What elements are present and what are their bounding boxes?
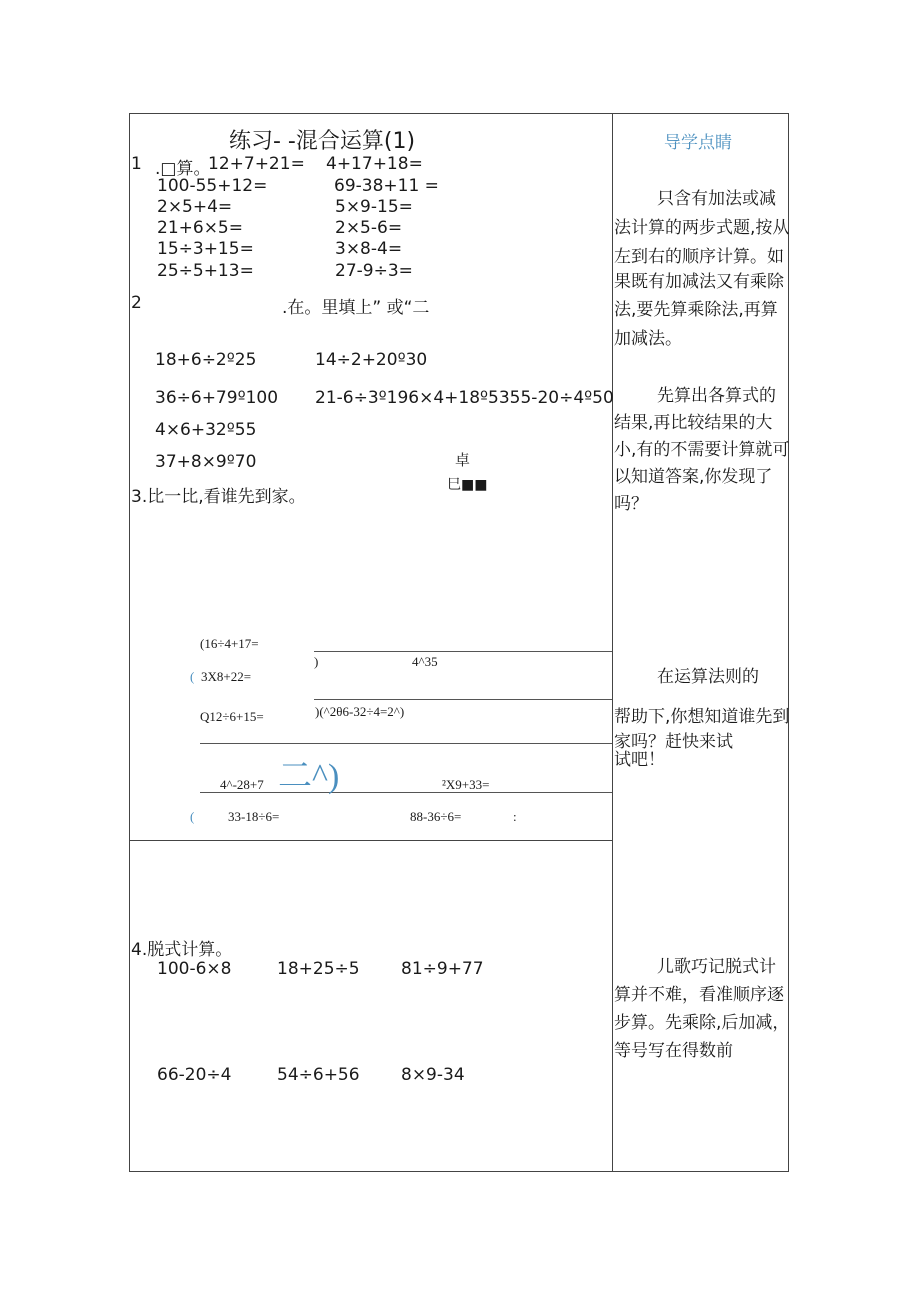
q4-expression: 81÷9+77 bbox=[401, 959, 484, 979]
q1-expression: 15÷3+15= bbox=[157, 239, 254, 259]
sidebar-heading: 导学点睛 bbox=[664, 133, 732, 153]
q2-comparison: 21-6÷3º196×4+18º5355-20÷4º50 bbox=[315, 388, 614, 408]
route-line bbox=[314, 699, 612, 700]
q2-instruction: .在。里填上” 或“二 bbox=[282, 298, 430, 318]
stray-glyph: 卓 bbox=[455, 451, 471, 469]
q2-comparison: 14÷2+20º30 bbox=[315, 350, 428, 370]
sidebar-p4-line: 算并不难，看准顺序逐 bbox=[614, 985, 784, 1005]
q2-comparison: 37+8×9º70 bbox=[155, 452, 257, 472]
q3-mark: ( bbox=[190, 809, 195, 824]
q1-expression: 2×5+4= bbox=[157, 197, 233, 217]
sidebar-p4-line: 等号写在得数前 bbox=[614, 1041, 733, 1061]
sidebar-p1-line: 果既有加减法又有乘除 bbox=[614, 272, 784, 292]
q4-expression: 54÷6+56 bbox=[277, 1065, 360, 1085]
q4-expression: 66-20÷4 bbox=[157, 1065, 232, 1085]
q1-expression: 4+17+18= bbox=[326, 154, 423, 174]
sidebar-p1-line: 左到右的顺序计算。如 bbox=[614, 247, 784, 267]
q3-expression: (16÷4+17= bbox=[200, 636, 259, 651]
sidebar-p4-line: 儿歌巧记脱式计 bbox=[657, 957, 776, 977]
q1-expression: 69-38+11 = bbox=[334, 176, 439, 196]
sidebar-p4-line: 步算。先乘除,后加减， bbox=[614, 1013, 790, 1033]
column-divider bbox=[612, 113, 613, 1172]
sidebar-p2-line: 小,有的不需要计算就可 bbox=[614, 440, 790, 460]
q3-mark: ) bbox=[314, 654, 319, 669]
q3-expression: 4^-28+7 bbox=[220, 777, 264, 792]
sidebar-p1-line: 只含有加法或减 bbox=[657, 189, 776, 209]
q1-expression: 25÷5+13= bbox=[157, 261, 254, 281]
q3-expression: ²X9+33= bbox=[442, 777, 490, 792]
q3-title: 3.比一比,看谁先到家。 bbox=[131, 487, 306, 507]
q4-expression: 100-6×8 bbox=[157, 959, 232, 979]
q1-expression: 21+6×5= bbox=[157, 218, 243, 238]
q1-number: 1 bbox=[131, 154, 142, 174]
q3-decoration: 二^) bbox=[278, 758, 340, 795]
route-line bbox=[314, 651, 612, 652]
q4-expression: 18+25÷5 bbox=[277, 959, 360, 979]
route-line bbox=[200, 743, 612, 744]
q1-expression: 100-55+12= bbox=[157, 176, 268, 196]
sidebar-p2-line: 吗？ bbox=[614, 494, 648, 514]
q3-expression: 4^35 bbox=[412, 654, 438, 669]
q4-title: 4.脱式计算。 bbox=[131, 940, 233, 960]
q3-expression: Q12÷6+15= bbox=[200, 709, 264, 724]
section-divider bbox=[129, 840, 613, 841]
q3-mark: : bbox=[513, 809, 517, 824]
sidebar-p1-line: 法计算的两步式题,按从 bbox=[614, 218, 790, 238]
q1-expression: 3×8-4= bbox=[335, 239, 403, 259]
sidebar-p3-line: 家吗？赶快来试 bbox=[614, 732, 733, 752]
q3-expression: 88-36÷6= bbox=[410, 809, 462, 824]
q4-expression: 8×9-34 bbox=[401, 1065, 465, 1085]
q1-label: .□算。 bbox=[155, 159, 211, 179]
q3-expression: 3X8+22= bbox=[201, 669, 252, 684]
q2-comparison: 36÷6+79º100 bbox=[155, 388, 279, 408]
q1-expression: 27-9÷3= bbox=[335, 261, 413, 281]
q3-mark: ( bbox=[190, 669, 195, 684]
sidebar-p1-line: 法,要先算乘除法,再算 bbox=[614, 300, 778, 320]
sidebar-p1-line: 加减法。 bbox=[614, 329, 682, 349]
q2-comparison: 18+6÷2º25 bbox=[155, 350, 257, 370]
sidebar-p3-line: 帮助下,你想知道谁先到 bbox=[614, 707, 790, 727]
stray-glyph: 巳■■ bbox=[447, 477, 488, 493]
q3-expression: 33-18÷6= bbox=[228, 809, 280, 824]
sidebar-p2-line: 结果,再比较结果的大 bbox=[614, 413, 773, 433]
sidebar-p3-line: 在运算法则的 bbox=[657, 667, 759, 687]
page-title: 练习- -混合运算(1) bbox=[229, 129, 416, 154]
q1-expression: 5×9-15= bbox=[335, 197, 413, 217]
sidebar-p3-line: 试吧！ bbox=[614, 750, 665, 770]
q2-number: 2 bbox=[131, 293, 142, 313]
q2-comparison: 4×6+32º55 bbox=[155, 420, 257, 440]
sidebar-p2-line: 以知道答案,你发现了 bbox=[614, 467, 773, 487]
q1-expression: 12+7+21= bbox=[208, 154, 305, 174]
sidebar-p2-line: 先算出各算式的 bbox=[657, 386, 776, 406]
q1-expression: 2×5-6= bbox=[335, 218, 403, 238]
q3-expression: )(^2θ6-32÷4=2^) bbox=[315, 704, 405, 719]
